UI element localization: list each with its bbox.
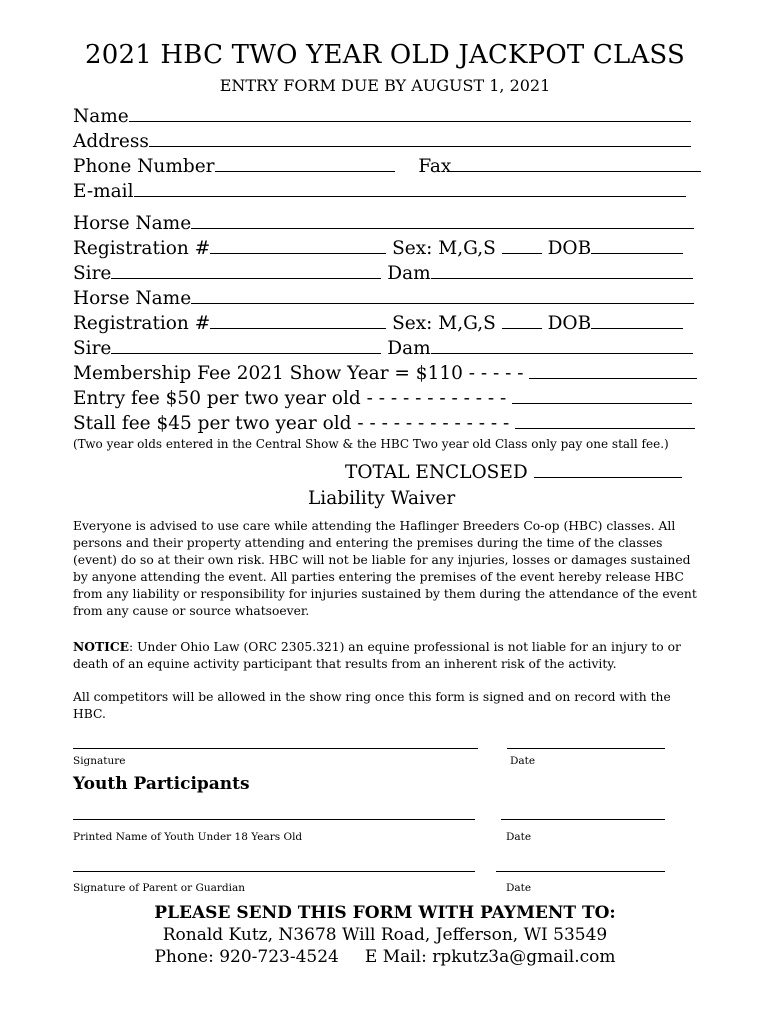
email-row: [73, 181, 686, 202]
phone-field[interactable]: [215, 157, 395, 172]
dob-label: DOB: [547, 238, 592, 259]
signature-label: Signature: [73, 755, 126, 767]
total-label: TOTAL ENCLOSED: [345, 462, 528, 483]
horse1-name-row: [73, 213, 694, 234]
sex-label: Sex: M,G,S: [392, 313, 496, 334]
form-subtitle: ENTRY FORM DUE BY AUGUST 1, 2021: [219, 76, 551, 95]
youth-name-line[interactable]: [73, 819, 475, 820]
horse2-sire-row: [73, 338, 693, 359]
horse1-name-field[interactable]: [191, 214, 694, 229]
name-field[interactable]: [129, 107, 691, 122]
horse2-registration-field[interactable]: [210, 314, 386, 329]
horse1-registration-field[interactable]: [210, 239, 386, 254]
youth-name-label: Printed Name of Youth Under 18 Years Old: [73, 831, 303, 843]
youth-date-label: Date: [506, 831, 532, 843]
youth-date-line[interactable]: [501, 819, 665, 820]
address-label: Address: [73, 131, 149, 152]
membership-fee-field[interactable]: [529, 364, 697, 379]
horse-name-label: Horse Name: [73, 288, 192, 309]
membership-fee-label: Membership Fee 2021 Show Year = $110 - - - - -: [73, 363, 524, 384]
horse1-sire-field[interactable]: [111, 264, 381, 279]
name-row: [73, 106, 691, 127]
parent-signature-label: Signature of Parent or Guardian: [73, 882, 246, 894]
phone-number: Phone: 920-723-4524: [154, 947, 339, 967]
parent-signature-line[interactable]: [73, 871, 475, 872]
horse2-dob-field[interactable]: [591, 314, 683, 329]
signature-date-line[interactable]: [507, 748, 665, 749]
phone-label: Phone Number: [73, 156, 215, 177]
membership-fee-row: [73, 363, 697, 384]
horse2-sire-field[interactable]: [111, 339, 381, 354]
signature-line[interactable]: [73, 748, 478, 749]
email-label: E-mail: [73, 181, 134, 202]
horse2-name-row: [73, 288, 694, 309]
horse2-reg-row: [73, 313, 683, 334]
horse-name-label: Horse Name: [73, 213, 192, 234]
total-row: [345, 462, 682, 483]
contact-line: [0, 947, 770, 967]
sire-label: Sire: [73, 338, 112, 359]
dam-label: Dam: [387, 263, 431, 284]
notice-paragraph: [73, 638, 698, 673]
horse2-name-field[interactable]: [191, 289, 694, 304]
send-heading: PLEASE SEND THIS FORM WITH PAYMENT TO:: [154, 903, 616, 923]
sire-label: Sire: [73, 263, 112, 284]
form-title: 2021 HBC TWO YEAR OLD JACKPOT CLASS: [85, 40, 685, 70]
horse2-dam-field[interactable]: [431, 339, 693, 354]
stall-fee-label: Stall fee $45 per two year old - - - - - - - - - - - - -: [73, 413, 510, 434]
horse1-dob-field[interactable]: [591, 239, 683, 254]
fax-field[interactable]: [451, 157, 701, 172]
sex-label: Sex: M,G,S: [392, 238, 496, 259]
horse2-sex-field[interactable]: [502, 314, 542, 329]
stall-fee-note: (Two year olds entered in the Central Show & the HBC Two year old Class only pay one stall fee.): [73, 437, 669, 451]
fax-label: Fax: [418, 156, 452, 177]
waiver-paragraph: Everyone is advised to use care while attending the Haflinger Breeders Co-op (HBC) classes. All persons and their property attending and entering the premises during the time of the classes (event) do so at their own risk. HBC will not be liable for any injuries, losses or damages sustained by anyone attending the event. All parties entering the premises of the event hereby release HBC from any liability or responsibility for injuries sustained by them during the attendance of the event from any cause or source whatsoever.: [73, 519, 697, 618]
entry-fee-field[interactable]: [512, 389, 692, 404]
address-field[interactable]: [149, 132, 691, 147]
signature-date-label: Date: [510, 755, 536, 767]
waiver-heading: Liability Waiver: [308, 488, 456, 509]
horse1-sex-field[interactable]: [502, 239, 542, 254]
email-address: E Mail: rpkutz3a@gmail.com: [364, 947, 616, 967]
horse1-dam-field[interactable]: [431, 264, 693, 279]
stall-fee-field[interactable]: [515, 414, 695, 429]
registration-label: Registration #: [73, 238, 211, 259]
horse1-sire-row: [73, 263, 693, 284]
parent-date-label: Date: [506, 882, 532, 894]
email-field[interactable]: [134, 182, 686, 197]
name-label: Name: [73, 106, 129, 127]
dob-label: DOB: [547, 313, 592, 334]
registration-label: Registration #: [73, 313, 211, 334]
competitors-paragraph: All competitors will be allowed in the show ring once this form is signed and on record with the HBC.: [73, 690, 671, 721]
total-field[interactable]: [534, 463, 682, 478]
entry-fee-label: Entry fee $50 per two year old - - - - - - - - - - - -: [73, 388, 507, 409]
phone-fax-row: [73, 156, 701, 177]
youth-heading: Youth Participants: [73, 774, 250, 794]
horse1-reg-row: [73, 238, 683, 259]
notice-label: NOTICE: [73, 639, 130, 654]
entry-fee-row: [73, 388, 692, 409]
mailing-address: Ronald Kutz, N3678 Will Road, Jefferson, WI 53549: [162, 925, 608, 945]
notice-text: : Under Ohio Law (ORC 2305.321) an equine professional is not liable for an injury to or death of an equine activity participant that results from an inherent risk of the activity.: [73, 640, 681, 671]
address-row: [73, 131, 691, 152]
stall-fee-row: [73, 413, 695, 434]
parent-date-line[interactable]: [496, 871, 665, 872]
dam-label: Dam: [387, 338, 431, 359]
